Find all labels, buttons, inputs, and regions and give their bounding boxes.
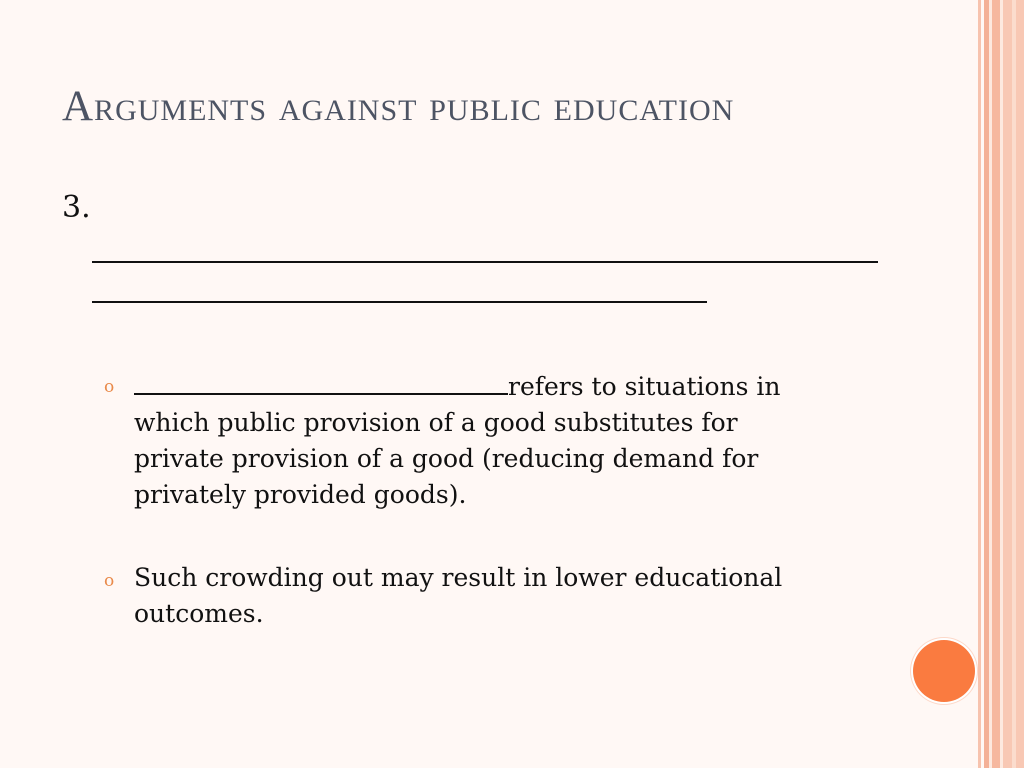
item-number: 3. — [62, 190, 91, 225]
decorative-stripe — [992, 0, 1000, 768]
decorative-stripe — [1012, 0, 1016, 768]
fill-in-blank-line — [92, 261, 878, 263]
bullet-text — [134, 366, 824, 513]
bullet-marker: o — [104, 377, 115, 397]
bullet-text-content: refers to situations in which public provision of a good substitutes for private provision of a good (reducing demand for privately provided goods). — [134, 372, 781, 509]
fill-in-blank-line — [92, 301, 707, 303]
decorative-stripe — [978, 0, 981, 768]
fill-in-blank-inline — [134, 366, 508, 395]
decorative-circle — [913, 640, 975, 702]
bullet-text: Such crowding out may result in lower educational outcomes. — [134, 563, 783, 628]
bullet-marker: o — [104, 571, 115, 591]
slide-title: Arguments against public education — [62, 83, 735, 130]
